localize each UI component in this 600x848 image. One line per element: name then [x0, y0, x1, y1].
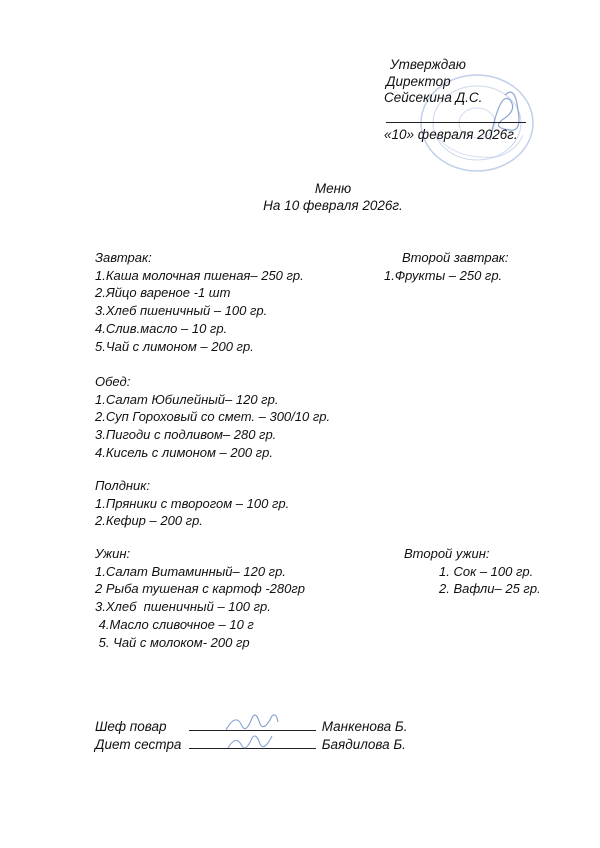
menu-item: 2.Яйцо вареное -1 шт	[95, 285, 231, 301]
signature-role: Диет сестра	[95, 737, 182, 752]
second-breakfast-section	[384, 249, 509, 284]
approval-position: Директор	[386, 73, 451, 89]
approval-name: Сейсекина Д.С.	[384, 90, 483, 105]
second-breakfast-heading: Второй завтрак:	[402, 250, 509, 265]
menu-item: 5. Чай с молоком- 200 гр	[95, 634, 250, 650]
diet-nurse-signature	[224, 730, 280, 754]
second-dinner-heading: Второй ужин:	[404, 546, 490, 561]
approval-block	[384, 57, 526, 143]
snack-section	[95, 477, 289, 530]
approval-title: Утверждаю	[390, 57, 466, 72]
dinner-heading: Ужин:	[95, 546, 131, 561]
signature-role: Шеф повар	[95, 719, 167, 734]
signature-name: Манкенова Б.	[321, 719, 408, 734]
breakfast-heading: Завтрак:	[95, 250, 152, 265]
page-title	[0, 180, 600, 214]
menu-item: 1.Салат Витаминный– 120 гр.	[95, 563, 286, 579]
dinner-section	[95, 545, 305, 651]
menu-item: 4.Кисель с лимоном – 200 гр.	[95, 444, 273, 460]
menu-item: 4.Масло сливочное – 10 г	[95, 616, 254, 632]
title-date: На 10 февраля 2026г.	[263, 198, 403, 213]
menu-item: 2. Вафли– 25 гр.	[439, 581, 541, 597]
menu-item: 1.Пряники с творогом – 100 гр.	[95, 495, 290, 511]
menu-item: 3.Хлеб пшеничный – 100 гр.	[95, 303, 268, 319]
menu-item: 1.Салат Юбилейный– 120 гр.	[95, 391, 279, 407]
approval-signature-line	[386, 108, 526, 123]
menu-item: 5.Чай с лимоном – 200 гр.	[95, 338, 254, 354]
snack-heading: Полдник:	[95, 478, 151, 493]
approval-date: «10» февраля 2026г.	[384, 126, 518, 142]
breakfast-section	[95, 249, 304, 355]
lunch-heading: Обед:	[95, 374, 131, 389]
menu-item: 3.Пигоди с подливом– 280 гр.	[95, 427, 277, 443]
title-menu: Меню	[314, 181, 352, 196]
menu-item: 2 Рыба тушеная с картоф -280гр	[95, 581, 305, 597]
menu-item: 2.Кефир – 200 гр.	[95, 513, 203, 529]
menu-item: 1. Сок – 100 гр.	[439, 563, 534, 579]
menu-item: 3.Хлеб пшеничный – 100 гр.	[95, 599, 271, 615]
menu-item: 2.Суп Гороховый со смет. – 300/10 гр.	[95, 409, 331, 425]
menu-item: 4.Слив.масло – 10 гр.	[95, 320, 228, 336]
menu-item: 1.Фрукты – 250 гр.	[384, 267, 503, 283]
second-dinner-section	[404, 545, 541, 598]
signature-name: Баядилова Б.	[321, 737, 406, 752]
menu-item: 1.Каша молочная пшеная– 250 гр.	[95, 267, 304, 283]
lunch-section	[95, 373, 330, 462]
